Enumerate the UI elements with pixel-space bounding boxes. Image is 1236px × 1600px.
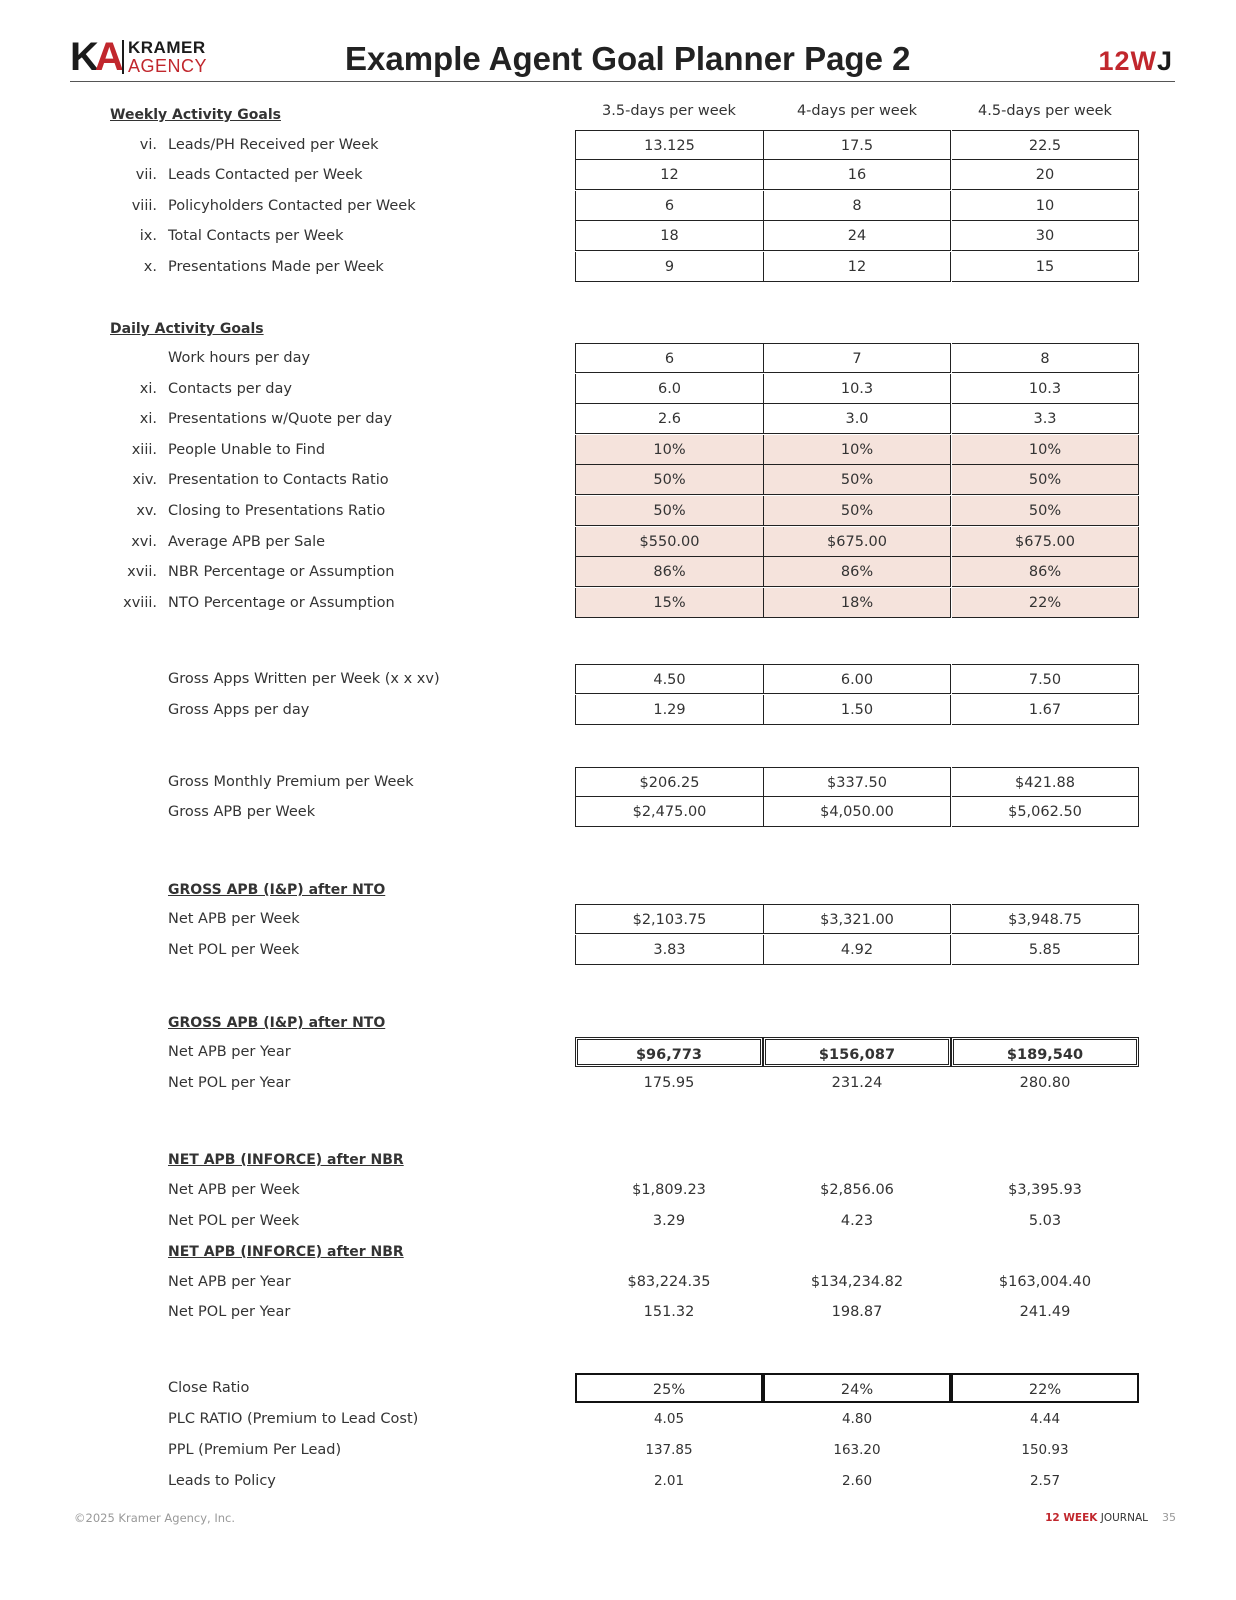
table-cell: 2.01 <box>653 1473 685 1489</box>
table-cell: $337.50 <box>764 767 951 797</box>
table-cell: $189,540 <box>951 1037 1139 1067</box>
table-cell: 17.5 <box>764 130 951 160</box>
copyright-text: ©2025 Kramer Agency, Inc. <box>74 1511 236 1525</box>
section-heading-net-apb-after-nbr-year: NET APB (INFORCE) after NBR <box>168 1244 404 1260</box>
row-label: Net APB per Week <box>168 1182 300 1198</box>
table-cell: 50% <box>575 465 764 495</box>
row-number: xi. <box>139 381 157 397</box>
table-cell: $3,948.75 <box>952 904 1139 934</box>
table-cell: 241.49 <box>1019 1304 1071 1320</box>
table-cell: 4.23 <box>840 1213 874 1229</box>
table-cell: 50% <box>764 465 951 495</box>
table-cell: 50% <box>575 496 764 526</box>
table-row <box>0 1037 1236 1067</box>
table-cell: 198.87 <box>831 1304 883 1320</box>
table-cell: $2,103.75 <box>575 904 764 934</box>
logo-wordmark-top: KRAMER <box>128 38 206 57</box>
row-label: Net POL per Week <box>168 1213 300 1229</box>
table-cell: 175.95 <box>643 1075 695 1091</box>
table-cell: 10% <box>575 435 764 465</box>
table-cell: 8 <box>764 191 951 221</box>
table-cell: 22.5 <box>952 130 1139 160</box>
row-number: xvii. <box>127 564 157 580</box>
table-cell: 163.20 <box>833 1442 881 1458</box>
table-cell: 4.92 <box>764 935 951 965</box>
row-number: vii. <box>135 167 157 183</box>
table-row <box>0 221 1236 251</box>
table-cell: $2,856.06 <box>820 1182 894 1198</box>
table-row <box>0 557 1236 587</box>
table-cell: 4.50 <box>575 664 764 694</box>
table-row <box>0 664 1236 694</box>
table-row <box>0 1373 1236 1403</box>
table-row <box>0 252 1236 282</box>
table-cell: 2.57 <box>1029 1473 1061 1489</box>
row-label: PLC RATIO (Premium to Lead Cost) <box>168 1411 419 1427</box>
section-heading-gross-apb-after-nto: GROSS APB (I&P) after NTO <box>168 882 386 898</box>
table-row <box>0 527 1236 557</box>
row-label: Gross APB per Week <box>168 804 316 820</box>
table-cell: 86% <box>952 557 1139 587</box>
row-label: NTO Percentage or Assumption <box>168 595 395 611</box>
row-label: Gross Monthly Premium per Week <box>168 774 414 790</box>
table-cell: 4.05 <box>653 1411 685 1427</box>
section-heading-net-apb-after-nbr: NET APB (INFORCE) after NBR <box>168 1152 404 1168</box>
table-cell: 25% <box>575 1373 763 1403</box>
table-cell: $675.00 <box>764 527 951 557</box>
table-cell: $96,773 <box>575 1037 763 1067</box>
journal-footer: 12 WEEK JOURNAL 35 <box>1045 1511 1176 1524</box>
table-row <box>0 130 1236 160</box>
row-label: Gross Apps per day <box>168 702 310 718</box>
kramer-agency-logo <box>70 35 210 79</box>
table-cell: 9 <box>575 252 764 282</box>
table-cell: 1.67 <box>952 695 1139 725</box>
table-cell: 50% <box>764 496 951 526</box>
table-cell: 24% <box>763 1373 951 1403</box>
table-cell: 6.0 <box>575 374 764 404</box>
table-cell: $3,395.93 <box>1008 1182 1082 1198</box>
table-row <box>0 404 1236 434</box>
table-cell: 8 <box>952 343 1139 373</box>
table-row <box>0 1297 1236 1327</box>
table-cell: $83,224.35 <box>627 1274 711 1290</box>
row-label: Presentations Made per Week <box>168 259 384 275</box>
table-cell: 18% <box>764 588 951 618</box>
table-cell: 10.3 <box>952 374 1139 404</box>
table-cell: $156,087 <box>763 1037 951 1067</box>
section-heading-gross-apb-after-nto-year: GROSS APB (I&P) after NTO <box>168 1015 386 1031</box>
row-label: NBR Percentage or Assumption <box>168 564 395 580</box>
row-label: Leads to Policy <box>168 1473 276 1489</box>
table-cell: 50% <box>952 465 1139 495</box>
table-cell: 6.00 <box>764 664 951 694</box>
row-label: Total Contacts per Week <box>168 228 344 244</box>
table-cell: $4,050.00 <box>764 797 951 827</box>
row-label: Work hours per day <box>168 350 311 366</box>
table-cell: 18 <box>575 221 764 251</box>
row-number: x. <box>143 259 157 275</box>
table-cell: 4.44 <box>1029 1411 1061 1427</box>
table-cell: 86% <box>764 557 951 587</box>
row-number: xi. <box>139 411 157 427</box>
row-label: Net POL per Week <box>168 942 300 958</box>
table-cell: $134,234.82 <box>810 1274 904 1290</box>
table-cell: 16 <box>764 160 951 190</box>
table-row <box>0 1267 1236 1297</box>
row-label: Net POL per Year <box>168 1075 291 1091</box>
column-header-3-5-days: 3.5-days per week <box>602 103 736 119</box>
table-cell: 30 <box>952 221 1139 251</box>
row-label: People Unable to Find <box>168 442 326 458</box>
row-label: Closing to Presentations Ratio <box>168 503 386 519</box>
table-row <box>0 465 1236 495</box>
table-cell: $421.88 <box>952 767 1139 797</box>
table-cell: 150.93 <box>1021 1442 1069 1458</box>
page-title: Example Agent Goal Planner Page 2 <box>345 40 911 77</box>
table-row <box>0 496 1236 526</box>
table-row <box>0 191 1236 221</box>
row-number: viii. <box>131 198 157 214</box>
table-cell: 22% <box>951 1373 1139 1403</box>
column-header-4-5-days: 4.5-days per week <box>978 103 1112 119</box>
section-heading-daily: Daily Activity Goals <box>110 321 264 337</box>
table-cell: $5,062.50 <box>952 797 1139 827</box>
table-cell: 6 <box>575 343 764 373</box>
column-header-4-days: 4-days per week <box>796 103 918 119</box>
table-row <box>0 935 1236 965</box>
table-cell: 10% <box>764 435 951 465</box>
table-cell: $675.00 <box>952 527 1139 557</box>
row-label: Net APB per Year <box>168 1274 291 1290</box>
table-cell: $1,809.23 <box>632 1182 706 1198</box>
row-number: xiv. <box>132 472 157 488</box>
table-row <box>0 1466 1236 1496</box>
row-label: Presentations w/Quote per day <box>168 411 393 427</box>
table-row <box>0 374 1236 404</box>
table-cell: 3.29 <box>652 1213 686 1229</box>
table-row <box>0 588 1236 618</box>
section-heading-weekly: Weekly Activity Goals <box>110 107 281 123</box>
table-row <box>0 343 1236 373</box>
table-cell: 10.3 <box>764 374 951 404</box>
table-cell: 1.50 <box>764 695 951 725</box>
row-label: Close Ratio <box>168 1380 250 1396</box>
table-row <box>0 1206 1236 1236</box>
row-label: Average APB per Sale <box>168 534 326 550</box>
row-label: Leads/PH Received per Week <box>168 137 379 153</box>
table-cell: 86% <box>575 557 764 587</box>
table-cell: 12 <box>575 160 764 190</box>
table-cell: 2.6 <box>575 404 764 434</box>
row-label: Net POL per Year <box>168 1304 291 1320</box>
row-number: xviii. <box>123 595 157 611</box>
table-cell: 15% <box>575 588 764 618</box>
table-cell: 12 <box>764 252 951 282</box>
table-cell: 50% <box>952 496 1139 526</box>
row-label: PPL (Premium Per Lead) <box>168 1442 342 1458</box>
table-cell: 20 <box>952 160 1139 190</box>
row-label: Gross Apps Written per Week (x x xv) <box>168 671 440 687</box>
table-cell: 3.3 <box>952 404 1139 434</box>
table-row <box>0 695 1236 725</box>
row-label: Net APB per Week <box>168 911 300 927</box>
table-cell: $550.00 <box>575 527 764 557</box>
row-label: Leads Contacted per Week <box>168 167 363 183</box>
table-row <box>0 160 1236 190</box>
table-cell: 13.125 <box>575 130 764 160</box>
table-cell: 24 <box>764 221 951 251</box>
table-cell: 6 <box>575 191 764 221</box>
row-number: xiii. <box>131 442 157 458</box>
header-divider <box>70 81 1175 82</box>
table-cell: 2.60 <box>841 1473 873 1489</box>
row-label: Net APB per Year <box>168 1044 291 1060</box>
row-number: xvi. <box>131 534 157 550</box>
table-cell: $163,004.40 <box>998 1274 1092 1290</box>
table-row <box>0 1175 1236 1205</box>
table-cell: 137.85 <box>645 1442 693 1458</box>
table-row <box>0 797 1236 827</box>
table-row <box>0 904 1236 934</box>
table-row <box>0 1404 1236 1434</box>
table-cell: 4.80 <box>841 1411 873 1427</box>
table-cell: 5.85 <box>952 935 1139 965</box>
table-cell: 10 <box>952 191 1139 221</box>
table-row <box>0 1068 1236 1098</box>
logo-mark: KA <box>70 35 120 79</box>
table-cell: $2,475.00 <box>575 797 764 827</box>
brand-12wj: 12WJ <box>1098 46 1173 76</box>
table-cell: 3.83 <box>575 935 764 965</box>
table-cell: 22% <box>952 588 1139 618</box>
table-cell: 280.80 <box>1019 1075 1071 1091</box>
table-cell: 7.50 <box>952 664 1139 694</box>
table-cell: 15 <box>952 252 1139 282</box>
table-cell: 5.03 <box>1028 1213 1062 1229</box>
row-label: Policyholders Contacted per Week <box>168 198 416 214</box>
table-cell: 10% <box>952 435 1139 465</box>
row-number: ix. <box>139 228 157 244</box>
row-number: xv. <box>136 503 157 519</box>
table-cell: 231.24 <box>831 1075 883 1091</box>
table-cell: 3.0 <box>764 404 951 434</box>
table-cell: 7 <box>764 343 951 373</box>
page-number: 35 <box>1162 1511 1176 1524</box>
row-number: vi. <box>139 137 157 153</box>
row-label: Contacts per day <box>168 381 292 397</box>
table-cell: 151.32 <box>643 1304 695 1320</box>
table-row <box>0 1435 1236 1465</box>
table-row <box>0 767 1236 797</box>
logo-wordmark-bottom: AGENCY <box>128 56 208 76</box>
table-row <box>0 435 1236 465</box>
row-label: Presentation to Contacts Ratio <box>168 472 389 488</box>
logo-divider <box>122 40 124 74</box>
table-cell: $206.25 <box>575 767 764 797</box>
table-cell: 1.29 <box>575 695 764 725</box>
table-cell: $3,321.00 <box>764 904 951 934</box>
